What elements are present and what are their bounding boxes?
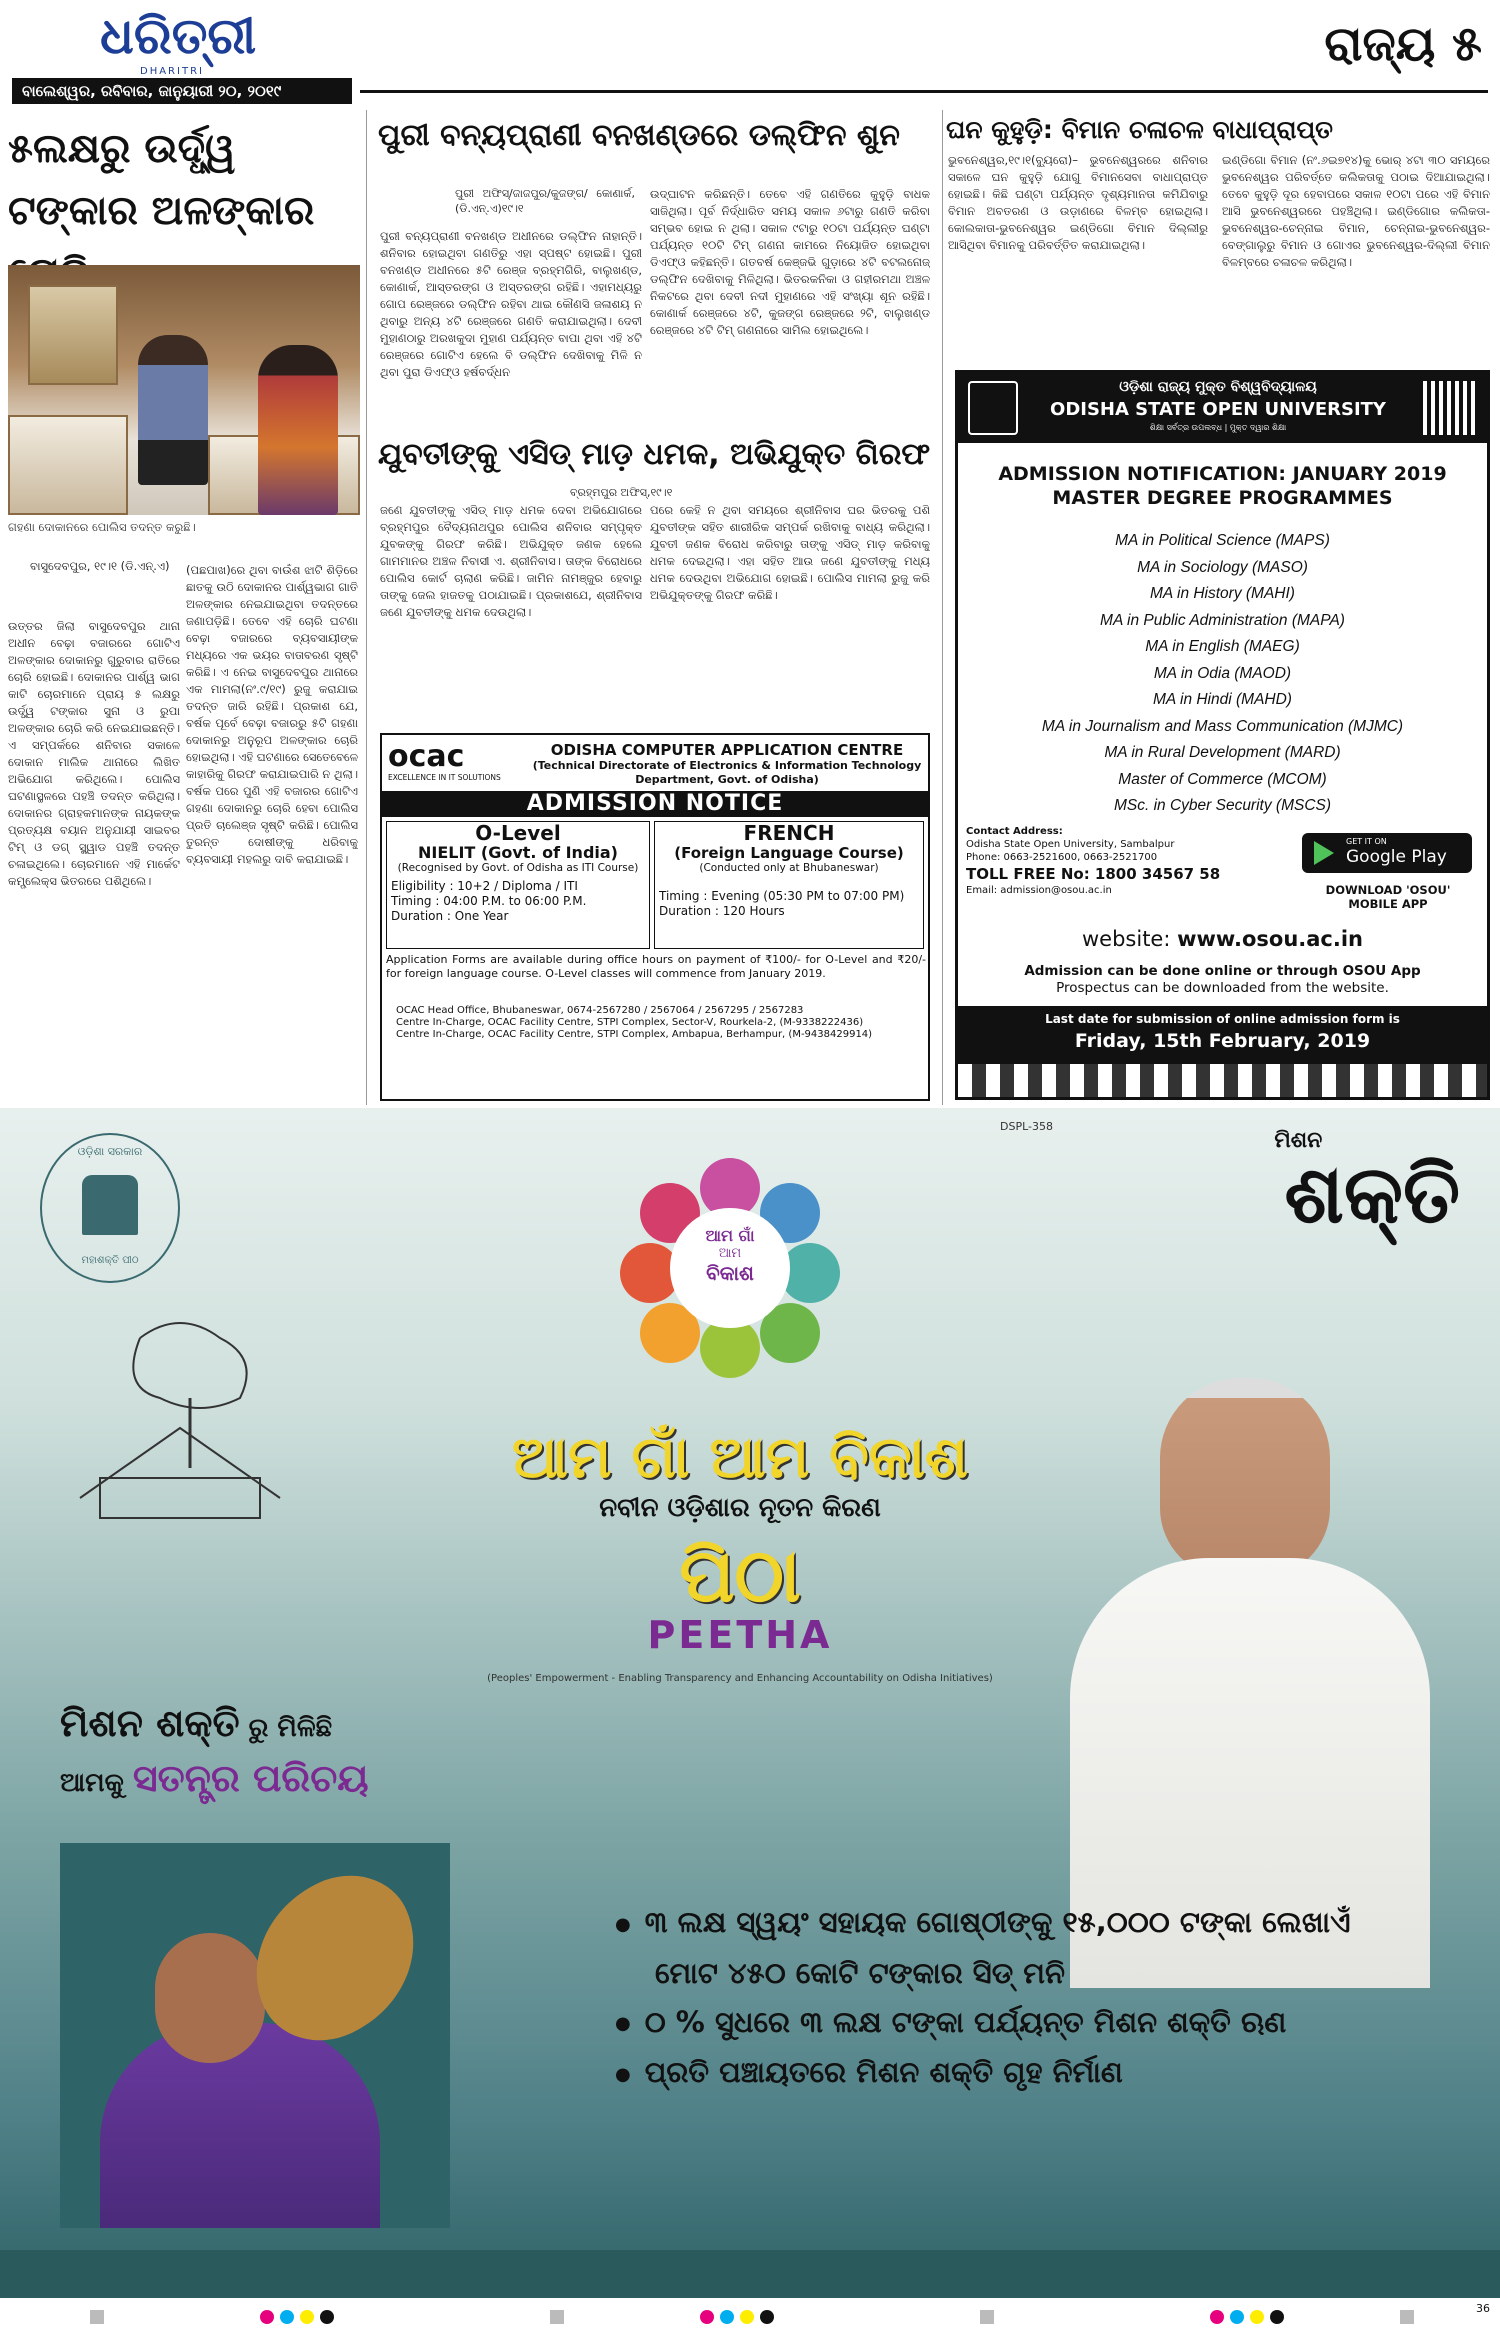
logo-line-1: ଆମ ଗାଁ: [705, 1226, 755, 1245]
programme-item: MA in English (MAEG): [1145, 638, 1300, 655]
slogan-part: ସତନ୍ତ୍ର ପରିଚୟ: [132, 1756, 369, 1800]
osou-header: [958, 373, 1487, 443]
woman-face: [155, 1933, 265, 2063]
fog-body-col1: ଭୁବନେଶ୍ୱର,୧୯।୧(ବ୍ୟୁରୋ)– ଭୁବନେଶ୍ୱରରେ ଶନିବାର ସକାଳେ ଘନ କୁହୁଡ଼ି ଯୋଗୁ ବିମାନସେବା ବାଧାପ୍ରାପ୍ତ ହୋଇଛି। କିଛି ଘଣ୍ଟା ପର୍ଯ୍ୟନ୍ତ ଦୃଶ୍ୟମାନତା କମିଯିବାରୁ ବିମାନ ଅବତରଣ ଓ ଉଡ଼ାଣରେ ବିଳମ୍ବ ହୋଇଥିଲା। କୋଲକାତା-ଭୁବନେଶ୍ୱର ଇଣ୍ଡିଗୋ ବିମାନ ଦିଲ୍ଲୀରୁ ଆସିଥିବା ବିମାନକୁ ପରିବର୍ତ୍ତିତ କରାଯାଇଥିଲା।: [948, 153, 1208, 252]
color-registration-dots: [1210, 2310, 1284, 2324]
peetha-title: PEETHA: [647, 1613, 833, 1657]
registration-mark: [980, 2310, 994, 2324]
download-line-1: DOWNLOAD 'OSOU': [1325, 883, 1451, 897]
story-dateline: ବାସୁଦେବପୁର, ୧୯।୧ (ଡି.ଏନ୍.ଏ): [30, 559, 170, 573]
osou-logo-icon: [968, 381, 1018, 435]
programme-item: MA in Sociology (MASO): [1137, 558, 1308, 576]
dateline: ବାଲେଶ୍ୱର, ରବିବାର, ଜାନୁୟାରୀ ୨୦, ୨୦୧୯: [12, 78, 352, 104]
headline-jewellery-theft: ୫ଲକ୍ଷରୁ ଉର୍ଦ୍ଧ୍ୱ ଟଙ୍କାର ଅଳଙ୍କାର: [8, 126, 315, 234]
print-page-number: 36: [1476, 2302, 1490, 2315]
programme-list: [958, 528, 1487, 820]
color-registration-dots: [260, 2310, 334, 2324]
programme-item: MA in Odia (MAOD): [1153, 664, 1292, 682]
download-line-2: MOBILE APP: [1348, 897, 1428, 911]
benefit-item-continued: ମୋଟ ୪୫୦ କୋଟି ଟଙ୍କାର ସିଡ୍ ମନି: [655, 1955, 1065, 1990]
section-label: [1324, 16, 1482, 73]
photo-caption: ଗହଣା ଦୋକାନରେ ପୋଲିସ ତଦନ୍ତ କରୁଛି।: [8, 520, 196, 534]
headline-acid-threat: ଯୁବତୀଙ୍କୁ ଏସିଡ୍ ମାଡ଼ ଧମକ, ଅଭିଯୁକ୍ତ ଗିରଫ: [378, 437, 931, 472]
headline-fog: ଘନ କୁହୁଡ଼ି: ବିମାନ ଚଳାଚଳ ବାଧାପ୍ରାପ୍ତ: [946, 115, 1333, 144]
admission-notice-banner: ADMISSION NOTICE: [382, 791, 928, 817]
acid-body-col2: ପରେ କେହି ନ ଥିବା ସମୟରେ ଶ୍ରୀନିବାସ ଘର ଭିତରକୁ ପଶି ଯୁବତୀଙ୍କ ସହିତ ଶାରୀରିକ ସମ୍ପର୍କ ରଖିବାକୁ ବାଧ୍ୟ କରିଥିଲା। ଯୁବତୀ ଜଣକ ବିରୋଧ କରିବାରୁ ତାଙ୍କୁ ଏସିଡ୍ ମାଡ଼ କରିବାକୁ ଧମକ ଦେଇଥିଲା। ଏହା ସହିତ ଆଉ ଜଣେ ଯୁବତୀଙ୍କୁ ମଧ୍ୟ ଧମକ ଦେଉଥିବା ଅଭିଯୋଗ ହୋଇଛି। ପୋଲିସ ମାମଲା ରୁଜୁ କରି ଅଭିଯୁକ୍ତଙ୍କୁ ଗିରଫ କରିଛି।: [650, 503, 930, 602]
ocac-addresses: [396, 1005, 926, 1041]
photo-person-woman: [258, 345, 338, 515]
ocac-logo-text: ocac: [388, 739, 465, 774]
slogan-part: ମିଶନ ଶକ୍ତି: [60, 1701, 240, 1745]
contact-tollfree: TOLL FREE No: 1800 34567 58: [966, 865, 1221, 883]
last-date-bar: [958, 1006, 1487, 1064]
village-sketch-icon: [60, 1298, 320, 1528]
ocac-subtitle: (Technical Directorate of Electronics & Information Technology Department, Govt. of Odisha): [532, 759, 922, 786]
masthead: [0, 0, 1500, 110]
french-heading: FRENCH: [743, 821, 835, 845]
google-play-badge[interactable]: [1302, 833, 1472, 873]
registration-mark: [1400, 2310, 1414, 2324]
ocac-title-block: [527, 741, 927, 787]
color-registration-dots: [700, 2310, 774, 2324]
olevel-eligibility: Eligibility : 10+2 / Diploma / ITI: [391, 879, 578, 893]
emblem-bottom-text: ମହାଶକ୍ତି ପୀଠ: [81, 1255, 139, 1266]
ocac-logo-tagline: EXCELLENCE IN IT SOLUTIONS: [388, 773, 501, 782]
acid-dateline: ବ୍ରହ୍ମପୁର ଅଫିସ୍,୧୯।୧: [570, 486, 673, 499]
news-photo-jewellery-shop: [8, 265, 360, 515]
hero-peetha-odia: ପିଠା: [679, 1533, 801, 1619]
slogan-part: ରୁ ମିଳିଛି: [239, 1713, 333, 1743]
page-number: ୫: [1452, 16, 1482, 72]
photo-person-man: [138, 335, 208, 485]
last-date-label: Last date for submission of online admission form is: [1045, 1012, 1400, 1026]
osou-notice-title: ADMISSION NOTIFICATION: JANUARY 2019: [998, 463, 1447, 485]
mission-shakti-logo: [1274, 1128, 1460, 1242]
contact-email: Email: admission@osou.ac.in: [966, 885, 1112, 896]
osou-contact: [966, 825, 1286, 897]
slogan-part: ଆମକୁ: [60, 1768, 133, 1798]
prospectus-text: Prospectus can be downloaded from the website.: [1056, 980, 1389, 996]
contact-heading: Contact Address:: [966, 826, 1063, 837]
acid-body-col1: ଜଣେ ଯୁବତୀଙ୍କୁ ଏସିଡ୍ ମାଡ଼ ଧମକ ଦେବା ଅଭିଯୋଗରେ ବ୍ରହ୍ମପୁର ବୈଦ୍ୟନାଥପୁର ପୋଲିସ ଶନିବାର ସମ୍ପୃକ୍ତ ଯୁବକଙ୍କୁ ଗିରଫ କରିଛି। ଅଭିଯୁକ୍ତ ଜଣକ ହେଲେ ଗାମମାନର ଅଞ୍ଚଳ ନିବାସୀ ଏ. ଶ୍ରୀନିବାସ। ତାଙ୍କ ବିରୋଧରେ ପୋଲିସ କୋର୍ଟ ଚାଲାଣ କରିଛି। ଜାମିନ ନାମଞ୍ଜୁର ହେବାରୁ ତାଙ୍କୁ ଜେଲ ହାଜତକୁ ପଠାଯାଇଛି। ପ୍ରକାଶଯେ, ଶ୍ରୀନିବାସ ଜଣେ ଯୁବତୀଙ୍କୁ ଧମକ ଦେଉଥିଲା।: [380, 503, 642, 619]
mission-small-text: ମିଶନ: [1274, 1128, 1323, 1153]
olevel-subheading: NIELIT (Govt. of India): [418, 843, 618, 862]
registration-mark: [90, 2310, 104, 2324]
hero-tagline: ନବୀନ ଓଡ଼ିଶାର ନୂତନ କିରଣ: [599, 1493, 881, 1523]
decorative-pattern: [958, 1064, 1487, 1100]
osou-admission-ad: [955, 370, 1490, 1100]
woman-with-craft-photo: [60, 1843, 450, 2228]
mission-shakti-ad: [0, 1108, 1500, 2298]
programme-item: MA in Political Science (MAPS): [1115, 532, 1330, 549]
programme-item: MA in Hindi (MAHD): [1153, 691, 1292, 708]
ocac-address-3: Centre In-Charge, OCAC Facility Centre, STPI Complex, Ambapua, Berhampur, (M-9438429914): [396, 1029, 873, 1040]
emblem-top-text: ଓଡ଼ିଶା ସରକାର: [77, 1145, 143, 1158]
dolphin-dateline: ପୁରୀ ଅଫିସ୍/ଜାଜପୁର/କୁଜଙ୍ଗ/ କୋଣାର୍କ,(ଡି.ଏନ୍.ଏ)୧୯।୧: [455, 187, 635, 215]
download-app-text: [1288, 883, 1488, 911]
french-box: [654, 821, 924, 949]
ocac-address-1: OCAC Head Office, Bhubaneswar, 0674-2567280 / 2567064 / 2567295 / 2567283: [396, 1005, 804, 1016]
website-label: website:: [1082, 927, 1171, 951]
fog-body-col2: ଇଣ୍ଡିଗୋ ବିମାନ (ନଂ.୬ଇ୭୧୪)କୁ ଭୋର୍ ୪ଟା ୩୦ ସମୟରେ ଭୁବନେଶ୍ୱର ପରିବର୍ତ୍ତେ କଲିକତାକୁ ପଠାଇ ଦିଆଯାଇଥିଲା। ତେବେ କୁହୁଡ଼ି ଦୂର ହେବାପରେ ସକାଳ ୧୦ଟା ପରେ ଏହି ବିମାନ ଆସି ଭୁବନେଶ୍ୱରରେ ପହଞ୍ଚିଥିଲା। ଇଣ୍ଡିଗୋର କଲିକତା-ଭୁବନେଶ୍ୱର-ଚେନ୍ନାଇ ବିମାନ, ଚେନ୍ନାଇ-ଭୁବନେଶ୍ୱର-ବେଙ୍ଗାଲୁରୁ ବିମାନ ଓ ଗୋଏର ଭୁବନେଶ୍ୱର-ଦିଲ୍ଲୀ ବିମାନ ବିଳମ୍ବରେ ଚଳାଚଳ କରିଥିଲା।: [1222, 153, 1490, 269]
chief-minister-photo: [1030, 1358, 1470, 1988]
print-registration-strip: [0, 2298, 1500, 2335]
mission-big-text: ଶକ୍ତି: [1284, 1148, 1460, 1241]
newspaper-logo: [100, 6, 290, 78]
programme-item: MSc. in Cyber Security (MSCS): [1113, 797, 1332, 814]
olevel-timing: Timing : 04:00 P.M. to 06:00 P.M.: [391, 894, 587, 908]
benefit-item: ● ୦ % ସୁଧରେ ୩ ଲକ୍ଷ ଟଙ୍କା ପର୍ଯ୍ୟନ୍ତ ମିଶନ ଶକ୍ତି ଋଣ: [615, 1998, 1465, 2049]
contact-address: Odisha State Open University, Sambalpur: [966, 839, 1175, 850]
play-store-icon: [1314, 841, 1334, 865]
admission-online-text: Admission can be done online or through OSOU App: [1024, 963, 1421, 979]
qr-code-icon: [1423, 381, 1477, 435]
programme-item: MA in Rural Development (MARD): [1104, 744, 1341, 761]
logo-line-3: ବିକାଶ: [706, 1261, 754, 1285]
olevel-box: [386, 821, 650, 949]
programme-item: Master of Commerce (MCOM): [1118, 770, 1327, 788]
story-body-col2: (ପଛପାଖ)ରେ ଥିବା ବାଉଁଶ ଝାଟି ଶିଡ଼ିରେ ଛାତକୁ ଉଠି ଦୋକାନର ପାର୍ଶ୍ୱଭାଗ ଗାତି ଅଳଙ୍କାର ନେଇଯାଇଥିବା ତଦନ୍ତରେ ଜଣାପଡ଼ିଛି। ତେବେ ଏହି ଚୋରି ଘଟଣା ବେଢ଼ା ବଜାରରେ ବ୍ୟବସାୟୀଙ୍କ ମଧ୍ୟରେ ଏକ ଭୟର ବାତାବରଣ ସୃଷ୍ଟି କରିଛି। ଏ ନେଇ ବାସୁଦେବପୁର ଥାନାରେ ଏକ ମାମଲା(ନଂ.୯/୧୯) ରୁଜୁ କରାଯାଇ ତଦନ୍ତ ଜାରି ରହିଛି। ପ୍ରକାଶ ଯେ, ବର୍ଷକ ପୂର୍ବେ ବେଢ଼ା ବଜାରରୁ ୫ଟି ଗହଣା ଦୋକାନରୁ ଅନୁରୂପ ଅଳଙ୍କାର ଚୋରି ହୋଇଥିଲା। ଏହି ଘଟଣାରେ ସେତେବେଳେ କାହାରିକୁ ଗିରଫ କରାଯାଇପାରି ନ ଥିଲା। ବର୍ଷକ ପରେ ପୁଣି ଏହି ବଜାରର ଗୋଟିଏ ଗହଣା ଦୋକାନରୁ ଚୋରି ହେବା ପୋଲିସ ପ୍ରତି ଚାଲେଞ୍ଜ ସୃଷ୍ଟି କରିଛି। ପୋଲିସ ତୁରନ୍ତ ଦୋଷୀଙ୍କୁ ଧରିବାକୁ ବ୍ୟବସାୟୀ ମହଲରୁ ଦାବି କରାଯାଇଛି।: [186, 563, 358, 866]
gplay-small-text: GET IT ON: [1346, 837, 1387, 846]
ad-footer-band: [0, 2250, 1500, 2298]
last-date-value: Friday, 15th February, 2019: [1074, 1030, 1371, 1052]
ocac-title: ODISHA COMPUTER APPLICATION CENTRE: [550, 741, 904, 759]
ocac-admission-ad: [380, 733, 930, 1101]
website-url[interactable]: www.osou.ac.in: [1177, 927, 1363, 951]
benefit-item: ● ୩ ଲକ୍ଷ ସ୍ୱୟଂ ସହାୟକ ଗୋଷ୍ଠୀଙ୍କୁ ୧୫,୦୦୦ ଟଙ୍କା ଲେଖାଏଁ: [615, 1898, 1465, 1949]
registration-mark: [550, 2310, 564, 2324]
olevel-duration: Duration : One Year: [391, 909, 509, 923]
section-name: ରାଜ୍ୟ: [1324, 16, 1436, 72]
contact-phone: Phone: 0663-2521600, 0663-2521700: [966, 852, 1158, 863]
french-subheading: (Foreign Language Course): [674, 844, 904, 862]
dolphin-body-col1: ପୁରୀ ବନ୍ୟପ୍ରାଣୀ ବନଖଣ୍ଡ ଅଧୀନରେ ଡଲ୍‌ଫିନ ନାହାନ୍ତି। ଶନିବାର ହୋଇଥିବା ଗଣତିରୁ ଏହା ସ୍ପଷ୍ଟ ହୋଇଛି। ପୁରୀ ବନଖଣ୍ଡ ଅଧୀନରେ ୫ଟି ରେଞ୍ଜ ବ୍ରହ୍ମଗିରି, ବାଲୁଖଣ୍ଡ, କୋଣାର୍କ, ଆସ୍ତରଙ୍ଗ ଓ ଅସ୍ତରଙ୍ଗ ରହିଛି। ଏହାମଧ୍ୟରୁ ଗୋପ ରେଞ୍ଜରେ ଡଲ୍‌ଫିନ ରହିବା ଥାଇ କୌଣସି ଜଳାଶୟ ନ ଥିବାରୁ ଅନ୍ୟ ୪ଟି ରେଞ୍ଜରେ ଗଣତି କରାଯାଇଥିଲା। ଦେବୀ ମୁହାଣଠାରୁ ଅରଖକୁଦା ମୁହାଣ ପର୍ଯ୍ୟନ୍ତ ବାପା ଥିବା ଏହି ୪ଟି ରେଞ୍ଜରେ ଗୋଟିଏ ହେଲେ ବି ଡଲ୍‌ଫିନ ଦେଖିବାକୁ ମିଳି ନ ଥିବା ପୁରା ଡିଏଫ୍‌ଓ ହର୍ଷବର୍ଦ୍ଧନ: [380, 229, 642, 379]
osou-website: [958, 927, 1487, 951]
gplay-text: Google Play: [1346, 847, 1447, 867]
header-rule: [360, 90, 1488, 93]
olevel-recognition: (Recognised by Govt. of Odisha as ITI Course): [397, 862, 639, 874]
logo-title: ଧରିତ୍ରୀ: [100, 7, 257, 65]
hero-title: ଆମ ଗାଁ ଆମ ବିକାଶ: [511, 1423, 969, 1491]
osou-odia-name: ଓଡ଼ିଶା ରାଜ୍ୟ ମୁକ୍ତ ବିଶ୍ୱବିଦ୍ୟାଳୟ: [1119, 379, 1317, 395]
french-duration: Duration : 120 Hours: [659, 904, 785, 918]
ocac-address-2: Centre In-Charge, OCAC Facility Centre, STPI Complex, Sector-V, Rourkela-2, (M-9338222436): [396, 1017, 864, 1028]
display-shelf: [28, 285, 118, 385]
dolphin-body-col2: ଉଦ୍‌ଘାଟନ କରିଛନ୍ତି। ତେବେ ଏହି ଗଣତିରେ କୁହୁଡ଼ି ବାଧକ ସାଜିଥିଲା। ପୂର୍ବ ନିର୍ଦ୍ଧାରିତ ସମୟ ସକାଳ ୬ଟାରୁ ଗଣତି କରିବା ସମ୍ଭବ ହୋଇ ନ ଥିଲା। ସକାଳ ୯ଟାରୁ ୧୦ଟା ପର୍ଯ୍ୟନ୍ତ ଘଣ୍ଟା ପର୍ଯ୍ୟନ୍ତ ୧୦ଟି ଟିମ୍ ଗଣନା କାମରେ ନିୟୋଜିତ ହୋଇଥିବା ଡିଏଫ୍‌ଓ କହିଛନ୍ତି। ଗତବର୍ଷ କେଞ୍ଜଭି ଗୁଡ଼ାରେ ୪ଟି ବଟଲନୋଜ୍ ଡଲ୍‌ଫିନ ଦେଖିବାକୁ ମିଳିଥିଲା। ଭିତରକନିକା ଓ ଗହୀରମଥା ଅଞ୍ଚଳ ନିକଟରେ ଥିବା ଦେବୀ ନଦୀ ମୁହାଣରେ ଏହି ସଂଖ୍ୟା ଶୂନ ରହିଛି। କୋଣାର୍କ ରେଞ୍ଜରେ ୪ଟି, କୁଜଙ୍ଗ ରେଞ୍ଜରେ ୨ଟି, ବାଲୁଖଣ୍ଡ ରେଞ୍ଜରେ ୪ଟି ଟିମ୍ ଗଣନାରେ ସାମିଲ ହୋଇଥିଲେ।: [650, 187, 930, 337]
logo-subtitle: DHARITRI: [140, 66, 204, 77]
column-rule: [942, 110, 943, 1105]
display-case: [8, 415, 128, 515]
ocac-logo: [388, 741, 518, 785]
ad-code-top: DSPL-358: [1000, 1120, 1053, 1133]
french-timing: Timing : Evening (05:30 PM to 07:00 PM): [659, 889, 905, 903]
olevel-heading: O-Level: [475, 821, 561, 845]
headline-dolphin: ପୁରୀ ବନ୍ୟପ୍ରାଣୀ ବନଖଣ୍ଡରେ ଡଲ୍‌ଫିନ ଶୁନ: [378, 118, 900, 153]
programme-item: MA in History (MAHI): [1150, 585, 1295, 602]
logo-line-2: ଆମ: [718, 1246, 742, 1261]
column-rule: [366, 110, 367, 1105]
person-head: [1160, 1378, 1330, 1578]
story-body-col1: ଉତ୍ତର ଜିଲା ବାସୁଦେବପୁର ଥାନା ଅଧୀନ ବେଢ଼ା ବଜାରରେ ଗୋଟିଏ ଅଳଙ୍କାର ଦୋକାନରୁ ଗୁରୁବାର ରାତିରେ ଚୋରି ହୋଇଛି। ଦୋକାନର ପାର୍ଶ୍ୱ ଭାଗ କାଟି ଚୋରମାନେ ପ୍ରାୟ ୫ ଲକ୍ଷରୁ ଉର୍ଦ୍ଧ୍ୱ ଟଙ୍କାର ସୁନା ଓ ରୁପା ଅଳଙ୍କାର ଚୋରି କରି ନେଇଯାଇଛନ୍ତି। ଏ ସମ୍ପର୍କରେ ଶନିବାର ସକାଳେ ଦୋକାନ ମାଲିକ ଥାନାରେ ଲିଖିତ ଅଭିଯୋଗ କରିଥିଲେ। ପୋଲିସ ଘଟଣାସ୍ଥଳରେ ପହଞ୍ଚି ତଦନ୍ତ କରିଥିଲା। ଦୋକାନର ଗ୍ରାହକମାନଙ୍କ ନାୟକଙ୍କ ପ୍ରତ୍ୟକ୍ଷ ବୟାନ ଅନୁଯାୟୀ ସାଇବର ଟିମ୍ ଓ ଡଗ୍ ସ୍କ୍ୱାଡ ପହଞ୍ଚି ତଦନ୍ତ ଚଳାଇଥିଲେ। ଚୋରମାନେ ଏହି ମାର୍କେଟ କମ୍ପ୍ଲେକ୍ସ ଭିତରରେ ପଶିଥିଲେ।: [8, 619, 180, 888]
programme-item: MA in Public Administration (MAPA): [1100, 611, 1345, 629]
ocac-application-note: Application Forms are available during office hours on payment of ₹100/- for O-Level and ₹20/- for foreign language course. O-Level classes will commence from January 2019.: [386, 953, 926, 980]
logo-center: [670, 1208, 790, 1328]
mission-shakti-benefits: [615, 1898, 1465, 2099]
programme-item: MA in Journalism and Mass Communication (MJMC): [1041, 717, 1404, 735]
osou-admission-info: [958, 963, 1487, 997]
peetha-expansion: (Peoples' Empowerment - Enabling Transparency and Enhancing Accountability on Odisha Initiatives): [487, 1673, 993, 1684]
osou-name: ODISHA STATE OPEN UNIVERSITY: [1050, 399, 1386, 420]
odisha-govt-emblem-icon: [40, 1133, 180, 1283]
emblem-lion-icon: [82, 1175, 138, 1235]
benefit-item: ● ପ୍ରତି ପଞ୍ଚାୟତରେ ମିଶନ ଶକ୍ତି ଗୃହ ନିର୍ମାଣ: [615, 2048, 1465, 2099]
mission-shakti-slogan: [60, 1698, 369, 1808]
ama-gaon-logo: [620, 1158, 840, 1378]
french-venue: (Conducted only at Bhubaneswar): [699, 862, 879, 874]
osou-notice-subtitle: MASTER DEGREE PROGRAMMES: [1052, 487, 1393, 509]
osou-motto: ଶିକ୍ଷା ସର୍ବତ୍ର ଉପଲବ୍ଧ | ମୁକ୍ତ ଦ୍ୱାର ଶିକ୍ଷା: [1149, 423, 1287, 432]
